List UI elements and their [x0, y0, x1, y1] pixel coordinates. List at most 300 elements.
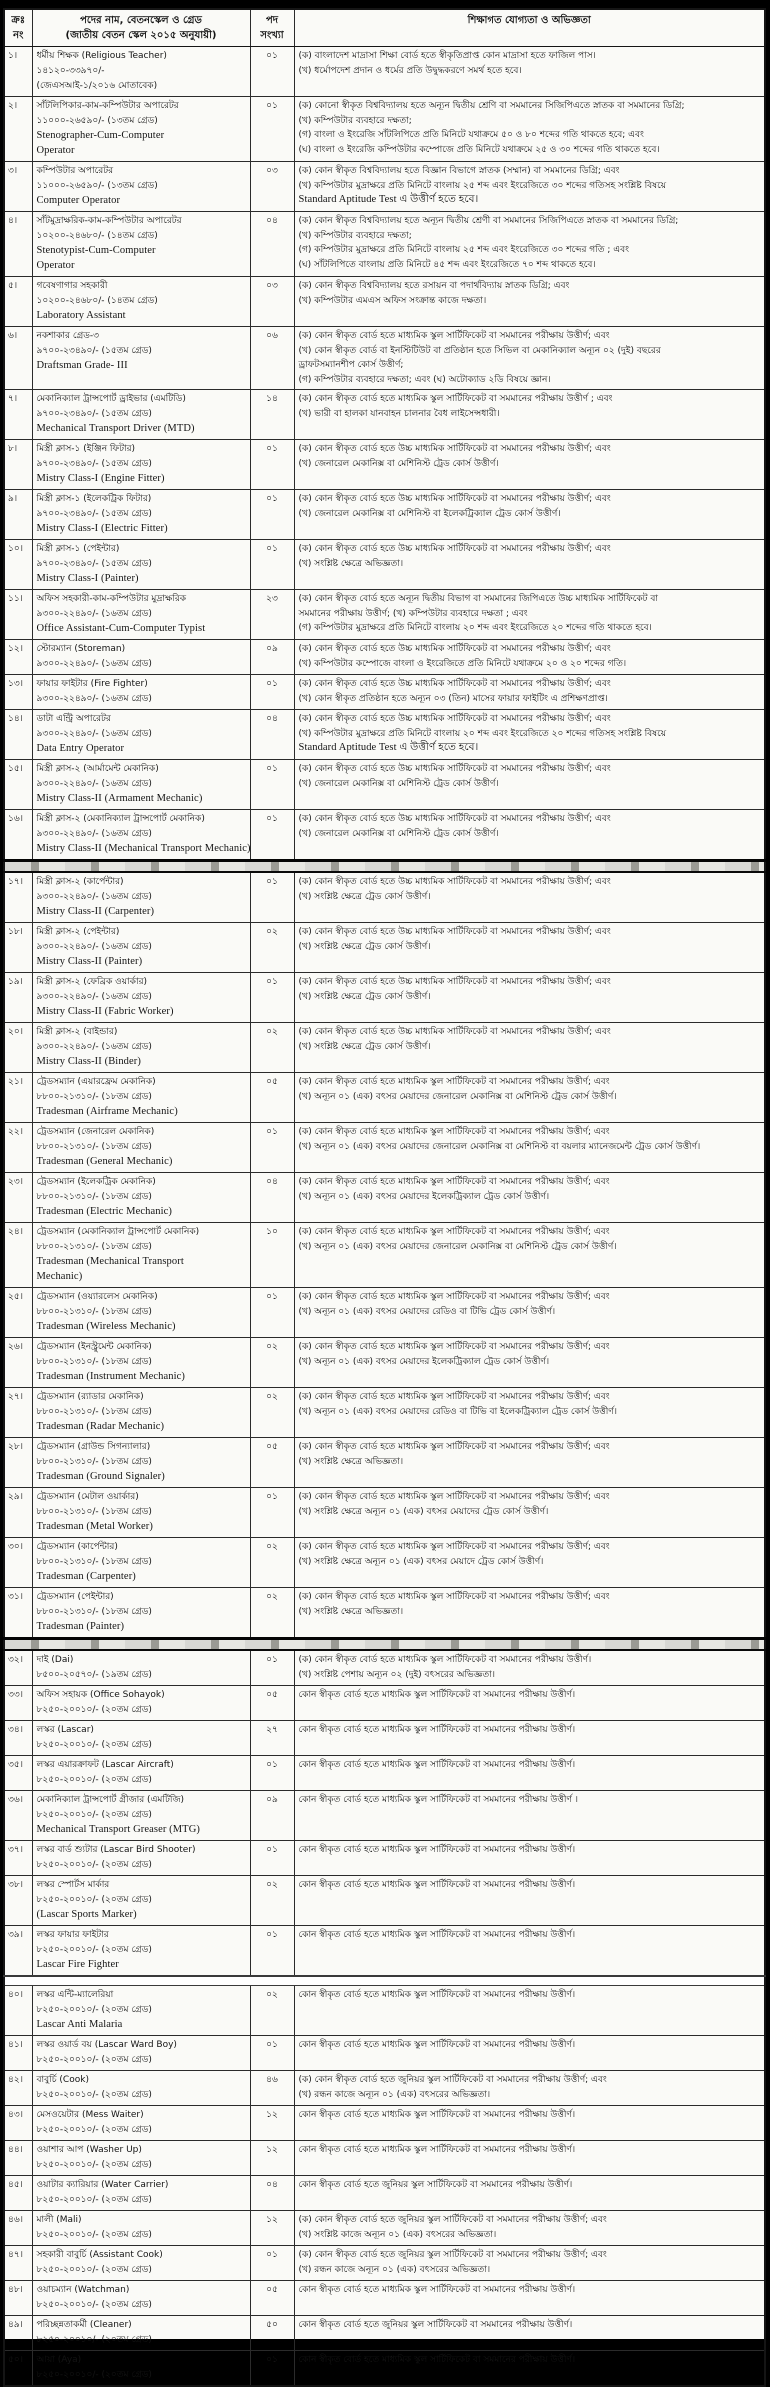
- post-line: বাবুর্চি (Cook): [36, 2075, 89, 2085]
- post-line: Mistry Class-II (Painter): [36, 956, 143, 967]
- qualification-cell: [294, 2036, 765, 2071]
- table-row: [4, 440, 765, 490]
- serial-cell: ৪।: [4, 212, 32, 277]
- post-line: ফায়ার ফাইটার (Fire Fighter): [36, 679, 148, 689]
- recruitment-table: [3, 8, 766, 2387]
- post-name-cell: [32, 1588, 250, 1639]
- vacancy-count-cell: ০২: [250, 1023, 294, 1073]
- qualification-cell: [294, 540, 765, 590]
- qualification-line: কোন স্বীকৃত বোর্ড হতে মাধ্যমিক স্কুল সার্টিফিকেট বা সমমানের পরীক্ষায় উত্তীর্ণ।: [298, 1725, 576, 1735]
- table-row: [4, 277, 765, 327]
- post-line: অফিস সহায়ক (Office Sohayok): [36, 1690, 165, 1700]
- serial-cell: ৩।: [4, 162, 32, 212]
- qualification-line: কোন স্বীকৃত বোর্ড হতে জুনিয়র স্কুল সার্টিফিকেট বা সমমানের পরীক্ষায় উত্তীর্ণ।: [298, 2180, 573, 2190]
- post-name-cell: [32, 590, 250, 640]
- post-line: ৯৩০০-২২৪৯০/- (১৬তম গ্রেড): [36, 779, 152, 789]
- qualification-cell: [294, 675, 765, 710]
- serial-cell: ৩১।: [4, 1588, 32, 1639]
- qualification-line: (ক) কোন স্বীকৃত বোর্ড হতে মাধ্যমিক স্কুল সার্টিফিকেট বা সমমানের পরীক্ষায় উত্তীর্ণ; এবং: [298, 1392, 610, 1402]
- post-name-cell: [32, 212, 250, 277]
- qualification-line: (খ) রন্ধন কাজে অন্যূন ০১ (এক) বৎসরের অভিজ্ঞতা।: [298, 2089, 491, 2100]
- post-name-cell: [32, 1123, 250, 1173]
- qualification-line: (খ) অন্যূন ০১ (এক) বৎসর মেয়াদের রেডিও বা টিভি ট্রেড কোর্স উত্তীর্ণ।: [298, 1306, 556, 1317]
- serial-cell: ৪৯।: [4, 2316, 32, 2351]
- post-line: Stenographer-Cum-Computer: [36, 130, 165, 141]
- table-row: [4, 1841, 765, 1876]
- table-row: [4, 1173, 765, 1223]
- table-row: [4, 2036, 765, 2071]
- post-line: ৮২৫০-২০০১০/- (২০তম গ্রেড): [36, 2125, 152, 2135]
- vacancy-count-cell: ৪৬: [250, 2071, 294, 2106]
- serial-cell: ১৮।: [4, 923, 32, 973]
- qualification-line: (গ) বাংলা ও ইংরেজি সাঁটলিপিতে প্রতি মিনিটে যথাক্রমে ৫০ ও ৮০ শব্দের গতি থাকতে হবে; এবং: [298, 130, 644, 140]
- qualification-line: (ক) কোন স্বীকৃত বোর্ড হতে মাধ্যমিক স্কুল সার্টিফিকেট বা সমমানের পরীক্ষায় উত্তীর্ণ; এবং: [298, 331, 610, 341]
- table-row: [4, 1438, 765, 1488]
- table-row: [4, 97, 765, 162]
- post-line: ৮২৫০-২০০১০/- (২০তম গ্রেড): [36, 1705, 152, 1715]
- table-row: [4, 1123, 765, 1173]
- serial-cell: ৭।: [4, 390, 32, 440]
- table-row: [4, 162, 765, 212]
- qualification-cell: [294, 1986, 765, 2036]
- table-row: [4, 212, 765, 277]
- qualification-cell: [294, 1488, 765, 1538]
- post-name-cell: [32, 1023, 250, 1073]
- header-serial: [4, 9, 32, 47]
- header-count-line1: পদ: [265, 15, 279, 26]
- qualification-line: (ক) কোন স্বীকৃত বোর্ড হতে মাধ্যমিক স্কুল সার্টিফিকেট বা সমমানের পরীক্ষায় উত্তীর্ণ।: [298, 1655, 592, 1665]
- post-line: সাঁটলিপিকার-কাম-কম্পিউটার অপারেটর: [36, 101, 179, 111]
- serial-cell: ৮।: [4, 440, 32, 490]
- qualification-line: (খ) কম্পিউটার ব্যবহারে দক্ষতা;: [298, 230, 412, 241]
- post-line: ১৪১২০-৩৩৯৭০/-: [36, 66, 105, 76]
- post-line: ৮২৫০-২০০১০/- (২০তম গ্রেড): [36, 1895, 152, 1905]
- qualification-cell: [294, 710, 765, 760]
- qualification-cell: [294, 390, 765, 440]
- vacancy-count-cell: ০৪: [250, 212, 294, 277]
- serial-cell: ২৭।: [4, 1388, 32, 1438]
- post-line: ৯৩০০-২২৪৯০/- (১৬তম গ্রেড): [36, 1042, 152, 1052]
- qualification-cell: [294, 1841, 765, 1876]
- qualification-line: (খ) রন্ধন কাজে অন্যূন ০১ (এক) বৎসরের অভিজ্ঞতা।: [298, 2264, 491, 2275]
- qualification-line: (ক) কোন স্বীকৃত বোর্ড হতে মাধ্যমিক স্কুল সার্টিফিকেট বা সমমানের পরীক্ষায় উত্তীর্ণ; এবং: [298, 1592, 610, 1602]
- qualification-line: (ক) কোন স্বীকৃত বোর্ড হতে অন্যূন দ্বিতীয় বিভাগ বা সমমানের জিপিএতে উচ্চ মাধ্যমিক সার্টিফিকেট বা: [298, 594, 659, 604]
- serial-cell: ৩৬।: [4, 1791, 32, 1841]
- post-line: ৮৮০০-২১৩১০/- (১৮তম গ্রেড): [36, 1192, 152, 1202]
- qualification-line: (ক) কোন স্বীকৃত বোর্ড হতে উচ্চ মাধ্যমিক সার্টিফিকেট বা সমমানের পরীক্ষায় উত্তীর্ণ; এবং: [298, 444, 611, 454]
- serial-cell: ২৮।: [4, 1438, 32, 1488]
- vacancy-count-cell: ০৪: [250, 710, 294, 760]
- qualification-cell: [294, 490, 765, 540]
- qualification-line: (খ) জেনারেল মেকানিক্স বা মেশিনিস্ট বা ইলেকট্রিক্যাল ট্রেড কোর্স উত্তীর্ণ।: [298, 508, 561, 519]
- vacancy-count-cell: ৫০: [250, 2316, 294, 2351]
- post-line: Data Entry Operator: [36, 743, 125, 754]
- serial-cell: ১৫।: [4, 760, 32, 810]
- qualification-cell: [294, 1123, 765, 1173]
- qualification-cell: [294, 2211, 765, 2246]
- qualification-cell: [294, 2176, 765, 2211]
- post-name-cell: [32, 277, 250, 327]
- post-line: ৮৮০০-২১৩১০/- (১৮তম গ্রেড): [36, 1557, 152, 1567]
- post-name-cell: [32, 1173, 250, 1223]
- post-line: ট্রেডসম্যান (মেটাল ওয়ার্কার): [36, 1492, 139, 1502]
- post-line: ৯৩০০-২২৪৯০/- (১৬তম গ্রেড): [36, 729, 152, 739]
- post-line: (Lascar Sports Marker): [36, 1909, 137, 1920]
- qualification-cell: [294, 2106, 765, 2141]
- table-row: [4, 1538, 765, 1588]
- qualification-line: কোন স্বীকৃত বোর্ড হতে মাধ্যমিক স্কুল সার্টিফিকেট বা সমমানের পরীক্ষায় উত্তীর্ণ।: [298, 1760, 576, 1770]
- header-post: [32, 9, 250, 47]
- serial-cell: ৩২।: [4, 1650, 32, 1686]
- post-line: ৮৮০০-২১৩১০/- (১৮তম গ্রেড): [36, 1092, 152, 1102]
- qualification-cell: [294, 440, 765, 490]
- post-line: নকশাকার গ্রেড-৩: [36, 331, 99, 341]
- qualification-line: (খ) সংশ্লিষ্ট ক্ষেত্রে অন্যূন ০১ (এক) বৎসর মেয়াদে ট্রেড কোর্স উত্তীর্ণ।: [298, 1556, 544, 1567]
- post-line: মিস্ত্রী ক্লাস-২ (পেইন্টার): [36, 927, 120, 937]
- post-line: Draftsman Grade- III: [36, 360, 128, 371]
- table-row: [4, 327, 765, 390]
- serial-cell: ২৩।: [4, 1173, 32, 1223]
- vacancy-count-cell: ০১: [250, 97, 294, 162]
- vacancy-count-cell: ০৫: [250, 2281, 294, 2316]
- post-line: ওয়াটার ক্যারিয়ার (Water Carrier): [36, 2180, 169, 2190]
- post-name-cell: [32, 2281, 250, 2316]
- serial-cell: ৪২।: [4, 2071, 32, 2106]
- post-line: ৯৭০০-২৩৪৯০/- (১৫তম গ্রেড): [36, 559, 152, 569]
- post-name-cell: [32, 162, 250, 212]
- post-line: ৮৮০০-২১৩১০/- (১৮তম গ্রেড): [36, 1307, 152, 1317]
- post-line: Tradesman (Ground Signaler): [36, 1471, 165, 1482]
- qualification-cell: [294, 1926, 765, 1977]
- vacancy-count-cell: ১২: [250, 2106, 294, 2141]
- vacancy-count-cell: ১২: [250, 2211, 294, 2246]
- post-line: ৮২৫০-২০০১০/- (২০তম গ্রেড): [36, 2335, 152, 2345]
- post-line: সাঁটমুদ্রাক্ষরিক-কাম-কম্পিউটার অপারেটর: [36, 216, 182, 226]
- qualification-cell: [294, 277, 765, 327]
- vacancy-count-cell: ০৫: [250, 1438, 294, 1488]
- post-line: Lascar Anti Malaria: [36, 2019, 123, 2030]
- qualification-line: (খ) জেনারেল মেকানিক্স বা মেশিনিস্ট ট্রেড কোর্স উত্তীর্ণ।: [298, 458, 499, 469]
- post-line: ৮২৫০-২০০১০/- (২০তম গ্রেড): [36, 1775, 152, 1785]
- post-line: ৯৩০০-২২৪৯০/- (১৬তম গ্রেড): [36, 694, 152, 704]
- table-row: [4, 1288, 765, 1338]
- vacancy-count-cell: ০১: [250, 1123, 294, 1173]
- serial-cell: ৬।: [4, 327, 32, 390]
- table-row: [4, 640, 765, 675]
- post-name-cell: [32, 2141, 250, 2176]
- post-line: মিস্ত্রী ক্লাস-২ (বাইন্ডার): [36, 1027, 118, 1037]
- qualification-line: (খ) সংশ্লিষ্ট ক্ষেত্রে অভিজ্ঞতা।: [298, 1606, 404, 1617]
- qualification-line: (খ) জেনারেল মেকানিক্স বা মেশিনিস্ট ট্রেড কোর্স উত্তীর্ণ।: [298, 778, 499, 789]
- post-line: লস্কর বার্ড শ্যুটার (Lascar Bird Shooter): [36, 1845, 196, 1855]
- post-line: Lascar Fire Fighter: [36, 1959, 119, 1970]
- post-line: ট্রেডসম্যান (ইনস্ট্রুমেন্ট মেকানিক): [36, 1342, 152, 1352]
- post-line: ৯৭০০-২৩৪৯০/- (১৫তম গ্রেড): [36, 459, 152, 469]
- post-name-cell: [32, 440, 250, 490]
- qualification-line: (খ) অন্যূন ০১ (এক) বৎসর মেয়াদের ইলেকট্রিক্যাল ট্রেড কোর্স উত্তীর্ণ।: [298, 1356, 550, 1367]
- post-line: আয়া (Aya): [36, 2355, 82, 2365]
- post-line: অফিস সহকারী-কাম-কম্পিউটার মুদ্রাক্ষরিক: [36, 594, 187, 604]
- qualification-line: (খ) কম্পিউটার ব্যবহারে দক্ষতা;: [298, 115, 412, 126]
- post-line: ৯৩০০-২২৪৯০/- (১৬তম গ্রেড): [36, 942, 152, 952]
- qualification-line: কোন স্বীকৃত বোর্ড হতে মাধ্যমিক স্কুল সার্টিফিকেট বা সমমানের পরীক্ষায় উত্তীর্ণ।: [298, 1690, 576, 1700]
- table-row: [4, 2211, 765, 2246]
- qualification-line: Standard Aptitude Test এ উত্তীর্ণ হতে হবে।: [298, 742, 479, 753]
- qualification-line: (খ) কম্পিউটার কম্পোজে বাংলা ও ইংরেজিতে প্রতি মিনিটে যথাক্রমে ২০ ও ২০ শব্দের গতি।: [298, 658, 627, 669]
- post-line: ট্রেডসম্যান (এয়ারফ্রেম মেকানিক): [36, 1077, 156, 1087]
- qualification-line: (খ) অন্যূন ০১ (এক) বৎসর মেয়াদের জেনারেল মেকানিক্স বা মেশিনিস্ট ট্রেড কোর্স উত্তীর্ণ।: [298, 1241, 617, 1252]
- post-line: Tradesman (Instrument Mechanic): [36, 1371, 186, 1382]
- qualification-cell: [294, 47, 765, 97]
- post-line: ট্রেডসম্যান (র‍্যাডার মেকানিক): [36, 1392, 144, 1402]
- qualification-cell: [294, 2281, 765, 2316]
- header-serial-line1: ক্রঃ: [11, 15, 26, 26]
- qualification-cell: [294, 872, 765, 923]
- qualification-line: (খ) সংশ্লিষ্ট ক্ষেত্রে ট্রেড কোর্স উত্তীর্ণ।: [298, 1041, 431, 1052]
- serial-cell: ২।: [4, 97, 32, 162]
- table-row: [4, 540, 765, 590]
- table-row: [4, 872, 765, 923]
- table-row: [4, 2351, 765, 2387]
- qualification-cell: [294, 590, 765, 640]
- post-line: Mechanic): [36, 1271, 83, 1282]
- post-name-cell: [32, 2176, 250, 2211]
- post-name-cell: [32, 1223, 250, 1288]
- table-row: [4, 1488, 765, 1538]
- post-name-cell: [32, 2071, 250, 2106]
- qualification-line: কোন স্বীকৃত বোর্ড হতে মাধ্যমিক স্কুল সার্টিফিকেট বা সমমানের পরীক্ষায় উত্তীর্ণ।: [298, 2145, 576, 2155]
- qualification-line: (খ) কম্পিউটার মুদ্রাক্ষরে প্রতি মিনিটে বাংলায় ২০ শব্দ এবং ইংরেজিতে ২০ শব্দের গতিসহ সংশ্লিষ্ট বিষয়ে: [298, 728, 667, 739]
- page-break-band: [4, 1976, 765, 1986]
- serial-cell: ১১।: [4, 590, 32, 640]
- table-header: [4, 9, 765, 47]
- vacancy-count-cell: ০৫: [250, 1073, 294, 1123]
- qualification-line: সমমানের পরীক্ষায় উত্তীর্ণ; (খ) কম্পিউটার ব্যবহারে দক্ষতা ; এবং: [298, 608, 528, 619]
- post-line: Office Assistant-Cum-Computer Typist: [36, 623, 206, 634]
- post-name-cell: [32, 1388, 250, 1438]
- page-break-band-fill: [4, 1639, 765, 1651]
- qualification-cell: [294, 1223, 765, 1288]
- table-row: [4, 923, 765, 973]
- post-line: মেকানিক্যাল ট্রান্সপোর্ট গ্রীজার (এমটিজি): [36, 1795, 185, 1805]
- qualification-line: (ক) কোন স্বীকৃত বোর্ড হতে মাধ্যমিক স্কুল সার্টিফিকেট বা সমমানের পরীক্ষায় উত্তীর্ণ; এবং: [298, 1227, 610, 1237]
- table-row: [4, 47, 765, 97]
- vacancy-count-cell: ০১: [250, 1926, 294, 1977]
- post-line: মালী (Mali): [36, 2215, 82, 2225]
- vacancy-count-cell: ০১: [250, 47, 294, 97]
- post-line: ৮২৫০-২০০১০/- (২০তম গ্রেড): [36, 2370, 152, 2380]
- post-name-cell: [32, 1986, 250, 2036]
- serial-cell: ৩০।: [4, 1538, 32, 1588]
- qualification-line: (ক) কোন স্বীকৃত বোর্ড হতে উচ্চ মাধ্যমিক সার্টিফিকেট বা সমমানের পরীক্ষায় উত্তীর্ণ; এবং: [298, 644, 611, 654]
- header-count-line2: সংখ্যা: [260, 30, 284, 41]
- qualification-line: কোন স্বীকৃত বোর্ড হতে মাধ্যমিক স্কুল সার্টিফিকেট বা সমমানের পরীক্ষায় উত্তীর্ণ।: [298, 1990, 576, 2000]
- serial-cell: ১।: [4, 47, 32, 97]
- post-line: Tradesman (Carpenter): [36, 1571, 136, 1582]
- qualification-cell: [294, 1686, 765, 1721]
- qualification-line: কোন স্বীকৃত বোর্ড হতে মাধ্যমিক স্কুল সার্টিফিকেট বা সমমানের পরীক্ষায় উত্তীর্ণ।: [298, 1930, 576, 1940]
- vacancy-count-cell: ০১: [250, 1841, 294, 1876]
- qualification-line: কোন স্বীকৃত বোর্ড হতে মাধ্যমিক স্কুল সার্টিফিকেট বা সমমানের পরীক্ষায় উত্তীর্ণ।: [298, 2285, 576, 2295]
- qualification-line: কোন স্বীকৃত বোর্ড হতে মাধ্যমিক স্কুল সার্টিফিকেট বা সমমানের পরীক্ষায় উত্তীর্ণ।: [298, 2355, 576, 2365]
- serial-cell: ৫০।: [4, 2351, 32, 2387]
- post-line: Mistry Class-II (Armament Mechanic): [36, 793, 203, 804]
- post-line: Tradesman (Metal Worker): [36, 1521, 153, 1532]
- table-row: [4, 1986, 765, 2036]
- qualification-cell: [294, 1721, 765, 1756]
- post-line: ট্রেডসম্যান (জেনারেল মেকানিক): [36, 1127, 155, 1137]
- post-line: Mechanical Transport Greaser (MTG): [36, 1824, 200, 1835]
- post-line: ৯৩০০-২২৪৯০/- (১৬তম গ্রেড): [36, 892, 152, 902]
- post-line: Tradesman (Electric Mechanic): [36, 1206, 172, 1217]
- serial-cell: ৩৯।: [4, 1926, 32, 1977]
- post-name-cell: [32, 872, 250, 923]
- post-line: মিস্ত্রী ক্লাস-২ (মেকানিক্যাল ট্রান্সপোর্ট মেকানিক): [36, 814, 205, 824]
- qualification-cell: [294, 1288, 765, 1338]
- post-name-cell: [32, 47, 250, 97]
- post-name-cell: [32, 760, 250, 810]
- qualification-line: (ক) কোন স্বীকৃত বোর্ড হতে মাধ্যমিক স্কুল সার্টিফিকেট বা সমমানের পরীক্ষায় উত্তীর্ণ; এবং: [298, 1542, 610, 1552]
- post-line: Tradesman (Painter): [36, 1621, 125, 1632]
- post-line: মিস্ত্রী ক্লাস-১ (পেইন্টার): [36, 544, 120, 554]
- post-line: লস্কর (Lascar): [36, 1725, 94, 1735]
- post-name-cell: [32, 640, 250, 675]
- serial-cell: ২৪।: [4, 1223, 32, 1288]
- qualification-cell: [294, 1173, 765, 1223]
- post-line: লস্কর এয়ারক্রাফট (Lascar Aircraft): [36, 1760, 174, 1770]
- qualification-line: (ঘ) সাঁটলিপিতে বাংলায় প্রতি মিনিটে ৪৫ শব্দ এবং ইংরেজিতে ৭০ শব্দ থাকতে হবে।: [298, 259, 596, 270]
- post-name-cell: [32, 390, 250, 440]
- serial-cell: ৯।: [4, 490, 32, 540]
- qualification-line: (খ) সংশ্লিষ্ট ক্ষেত্রে অন্যূন ০১ (এক) বৎসর মেয়াদের ট্রেড কোর্স উত্তীর্ণ।: [298, 1506, 549, 1517]
- qualification-line: (খ) সংশ্লিষ্ট ক্ষেত্রে ট্রেড কোর্স উত্তীর্ণ।: [298, 941, 431, 952]
- qualification-line: (খ) কম্পিউটার এমএস অফিস সংক্রান্ত কাজে দক্ষতা।: [298, 295, 487, 306]
- table-row: [4, 675, 765, 710]
- vacancy-count-cell: ০১: [250, 490, 294, 540]
- post-line: ট্রেডসম্যান (ওয়্যারলেস মেকানিক): [36, 1292, 158, 1302]
- qualification-cell: [294, 1588, 765, 1639]
- post-line: Operator: [36, 260, 75, 271]
- qualification-cell: [294, 2351, 765, 2387]
- post-name-cell: [32, 1538, 250, 1588]
- post-name-cell: [32, 1488, 250, 1538]
- post-name-cell: [32, 1288, 250, 1338]
- post-line: ৯৩০০-২২৪৯০/- (১৬তম গ্রেড): [36, 609, 152, 619]
- post-line: ট্রেডসম্যান (পেইন্টার): [36, 1592, 114, 1602]
- post-name-cell: [32, 1876, 250, 1926]
- qualification-line: (ক) কোন স্বীকৃত বোর্ড হতে মাধ্যমিক স্কুল সার্টিফিকেট বা সমমানের পরীক্ষায় উত্তীর্ণ ; এবং: [298, 394, 613, 404]
- serial-cell: ৪৭।: [4, 2246, 32, 2281]
- table-row: [4, 1756, 765, 1791]
- qualification-line: (ক) কোন স্বীকৃত বোর্ড হতে উচ্চ মাধ্যমিক সার্টিফিকেট বা সমমানের পরীক্ষায় উত্তীর্ণ; এবং: [298, 714, 611, 724]
- post-line: Computer Operator: [36, 195, 121, 206]
- qualification-line: (ক) কোন স্বীকৃত বোর্ড হতে মাধ্যমিক স্কুল সার্টিফিকেট বা সমমানের পরীক্ষায় উত্তীর্ণ; এবং: [298, 1077, 610, 1087]
- table-row: [4, 590, 765, 640]
- qualification-line: (ক) কোন স্বীকৃত বোর্ড হতে উচ্চ মাধ্যমিক সার্টিফিকেট বা সমমানের পরীক্ষায় উত্তীর্ণ; এবং: [298, 494, 611, 504]
- vacancy-count-cell: ০১: [250, 1650, 294, 1686]
- qualification-line: (ক) কোন স্বীকৃত বোর্ড হতে মাধ্যমিক স্কুল সার্টিফিকেট বা সমমানের পরীক্ষায় উত্তীর্ণ; এবং: [298, 1292, 610, 1302]
- post-line: Mistry Class-I (Engine Fitter): [36, 473, 165, 484]
- post-line: ওয়াশার আপ (Washer Up): [36, 2145, 142, 2155]
- serial-cell: ১৪।: [4, 710, 32, 760]
- qualification-cell: [294, 923, 765, 973]
- page-break-band-fill: [4, 861, 765, 873]
- qualification-line: (ক) কোন স্বীকৃত বোর্ড হতে উচ্চ মাধ্যমিক সার্টিফিকেট বা সমমানের পরীক্ষায় উত্তীর্ণ; এবং: [298, 544, 611, 554]
- serial-cell: ২০।: [4, 1023, 32, 1073]
- post-line: ট্রেডসম্যান (গ্রাউন্ড সিগন্যালার): [36, 1442, 151, 1452]
- serial-cell: ৫।: [4, 277, 32, 327]
- vacancy-count-cell: ২৭: [250, 1721, 294, 1756]
- qualification-line: (গ) কম্পিউটার মুদ্রাক্ষরে প্রতি মিনিটে বাংলায় ২৫ শব্দ এবং ইংরেজিতে ৩০ শব্দের গতি ; এবং: [298, 245, 629, 255]
- qualification-line: কোন স্বীকৃত বোর্ড হতে মাধ্যমিক স্কুল সার্টিফিকেট বা সমমানের পরীক্ষায় উত্তীর্ণ।: [298, 2040, 576, 2050]
- qualification-line: (খ) কোন স্বীকৃত প্রতিষ্ঠান হতে অন্যূন ০৩ (তিন) মাসের ফায়ার ফাইটিং এ প্রশিক্ষণপ্রাপ্ত।: [298, 693, 608, 704]
- vacancy-count-cell: ১২: [250, 2141, 294, 2176]
- vacancy-count-cell: ১৪: [250, 390, 294, 440]
- qualification-cell: [294, 2141, 765, 2176]
- post-line: মিস্ত্রী ক্লাস-২ (ফেব্রিক ওয়ার্কার): [36, 977, 148, 987]
- header-qualification: [294, 9, 765, 47]
- vacancy-count-cell: ০২: [250, 1588, 294, 1639]
- qualification-cell: [294, 1650, 765, 1686]
- post-line: ৯৭০০-২৩৪৯০/- (১৫তম গ্রেড): [36, 346, 152, 356]
- table-row: [4, 1388, 765, 1438]
- post-line: Tradesman (General Mechanic): [36, 1156, 173, 1167]
- post-line: Tradesman (Airframe Mechanic): [36, 1106, 178, 1117]
- qualification-line: কোন স্বীকৃত বোর্ড হতে মাধ্যমিক স্কুল সার্টিফিকেট বা সমমানের পরীক্ষায় উত্তীর্ণ ।: [298, 1795, 578, 1805]
- vacancy-count-cell: ০১: [250, 2036, 294, 2071]
- table-row: [4, 760, 765, 810]
- serial-cell: ১২।: [4, 640, 32, 675]
- vacancy-count-cell: ০৯: [250, 1791, 294, 1841]
- post-line: কম্পিউটার অপারেটর: [36, 166, 114, 176]
- post-name-cell: [32, 2211, 250, 2246]
- qualification-cell: [294, 1876, 765, 1926]
- table-row: [4, 1650, 765, 1686]
- post-line: ৮২৫০-২০০১০/- (২০তম গ্রেড): [36, 2265, 152, 2275]
- vacancy-count-cell: ০১: [250, 1288, 294, 1338]
- qualification-cell: [294, 973, 765, 1023]
- post-line: ট্রেডসম্যান (মেকানিক্যাল ট্রান্সপোর্ট মেকানিক): [36, 1227, 200, 1237]
- qualification-line: (ক) কোন স্বীকৃত বোর্ড হতে মাধ্যমিক স্কুল সার্টিফিকেট বা সমমানের পরীক্ষায় উত্তীর্ণ; এবং: [298, 1127, 610, 1137]
- qualification-line: Standard Aptitude Test এ উত্তীর্ণ হতে হবে।: [298, 194, 479, 205]
- qualification-cell: [294, 162, 765, 212]
- post-line: মেসওয়েটার (Mess Waiter): [36, 2110, 144, 2120]
- qualification-line: (ক) কোন স্বীকৃত বোর্ড হতে উচ্চ মাধ্যমিক সার্টিফিকেট বা সমমানের পরীক্ষায় উত্তীর্ণ; এবং: [298, 814, 611, 824]
- vacancy-count-cell: ০৫: [250, 1686, 294, 1721]
- post-name-cell: [32, 2351, 250, 2387]
- post-name-cell: [32, 1686, 250, 1721]
- post-line: ৮২৫০-২০০১০/- (২০তম গ্রেড): [36, 2005, 152, 2015]
- post-line: দাই (Dai): [36, 1655, 74, 1665]
- post-line: Tradesman (Wireless Mechanic): [36, 1321, 176, 1332]
- table-row: [4, 1023, 765, 1073]
- serial-cell: ২৯।: [4, 1488, 32, 1538]
- qualification-line: (ক) কোন স্বীকৃত বিশ্ববিদ্যালয় হতে রসায়ন বা পদার্থবিদ্যায় স্নাতক ডিগ্রি; এবং: [298, 281, 570, 291]
- post-line: ১১০০০-২৬৫৯০/- (১৩তম গ্রেড): [36, 181, 158, 191]
- qualification-line: (ক) কোন স্বীকৃত বোর্ড হতে মাধ্যমিক স্কুল সার্টিফিকেট বা সমমানের পরীক্ষায় উত্তীর্ণ; এবং: [298, 1342, 610, 1352]
- serial-cell: ৪১।: [4, 2036, 32, 2071]
- qualification-line: কোন স্বীকৃত বোর্ড হতে মাধ্যমিক স্কুল সার্টিফিকেট বা সমমানের পরীক্ষায় উত্তীর্ণ।: [298, 2110, 576, 2120]
- qualification-line: (খ) সংশ্লিষ্ট ক্ষেত্রে অভিজ্ঞতা।: [298, 558, 404, 569]
- qualification-cell: [294, 1388, 765, 1438]
- post-name-cell: [32, 923, 250, 973]
- post-line: (জেএসআই-১/২০১৬ মোতাবেক): [36, 81, 158, 91]
- qualification-line: (ক) কোন স্বীকৃত বোর্ড হতে মাধ্যমিক স্কুল সার্টিফিকেট বা সমমানের পরীক্ষায় উত্তীর্ণ; এবং: [298, 1442, 610, 1452]
- post-line: সহকারী বাবুর্চি (Assistant Cook): [36, 2250, 163, 2260]
- qualification-line: (খ) সংশ্লিষ্ট কাজে অন্যূন ০১ (এক) বৎসরের অভিজ্ঞতা।: [298, 2229, 497, 2240]
- qualification-cell: [294, 1756, 765, 1791]
- post-line: ৮৫০০-২০৫৭০/- (১৯তম গ্রেড): [36, 1670, 152, 1680]
